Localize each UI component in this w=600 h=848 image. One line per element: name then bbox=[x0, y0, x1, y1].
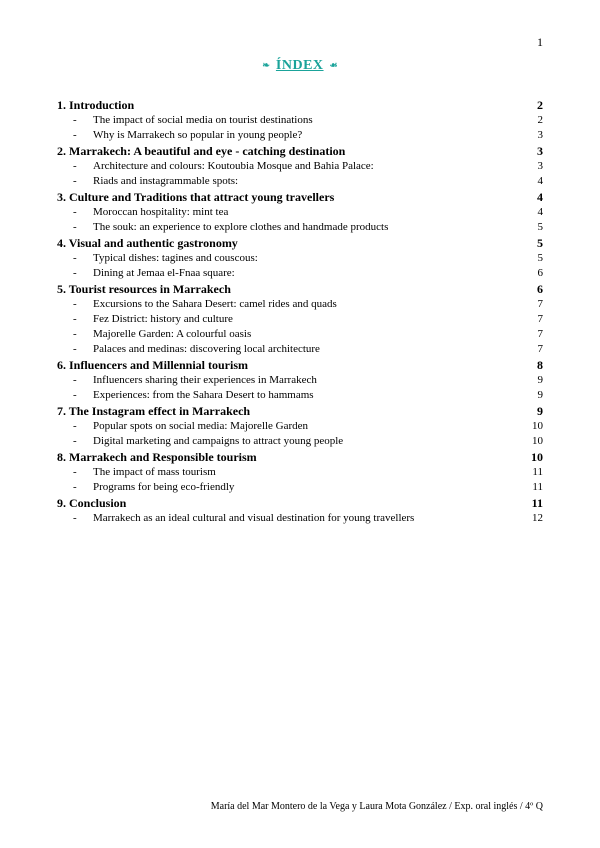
toc-item[interactable] bbox=[57, 266, 543, 281]
dash-bullet: - bbox=[73, 129, 77, 141]
toc-item-label: Programs for being eco-friendly bbox=[93, 481, 235, 493]
toc-item-label: Marrakech as an ideal cultural and visual destination for young travellers bbox=[93, 512, 415, 524]
dash-bullet: - bbox=[73, 252, 77, 264]
toc-section-label: 2. Marrakech: A beautiful and eye - catching destination bbox=[57, 144, 346, 158]
toc-item[interactable] bbox=[57, 113, 543, 128]
toc-section[interactable] bbox=[57, 449, 543, 465]
dash-bullet: - bbox=[73, 313, 77, 325]
dash-bullet: - bbox=[73, 512, 77, 524]
toc-item-label: Influencers sharing their experiences in Marrakech bbox=[93, 374, 317, 386]
toc-item-label: Why is Marrakech so popular in young people? bbox=[93, 129, 303, 141]
toc-item-page: 9 bbox=[537, 374, 543, 386]
index-heading bbox=[0, 58, 600, 74]
toc-item[interactable] bbox=[57, 251, 543, 266]
toc-item[interactable] bbox=[57, 220, 543, 235]
toc-section-label: 1. Introduction bbox=[57, 98, 135, 112]
toc-item-page: 10 bbox=[532, 420, 543, 432]
toc-item-page: 6 bbox=[537, 267, 543, 279]
toc-item-label: Architecture and colours: Koutoubia Mosque and Bahia Palace: bbox=[93, 160, 374, 172]
ornament-left-icon: ❧ bbox=[262, 60, 270, 71]
toc-section-page: 9 bbox=[537, 404, 543, 418]
toc-section-page: 8 bbox=[537, 358, 543, 372]
dash-bullet: - bbox=[73, 221, 77, 233]
toc-item-page: 7 bbox=[537, 343, 543, 355]
dash-bullet: - bbox=[73, 466, 77, 478]
toc-item-page: 11 bbox=[532, 466, 543, 478]
dash-bullet: - bbox=[73, 298, 77, 310]
toc-item[interactable] bbox=[57, 297, 543, 312]
toc-item-page: 4 bbox=[537, 175, 543, 187]
toc-section-page: 3 bbox=[537, 144, 543, 158]
toc-section[interactable] bbox=[57, 357, 543, 373]
toc-item[interactable] bbox=[57, 511, 543, 526]
dash-bullet: - bbox=[73, 481, 77, 493]
toc-section[interactable] bbox=[57, 235, 543, 251]
toc-item[interactable] bbox=[57, 159, 543, 174]
footer-credits: María del Mar Montero de la Vega y Laura Mota González / Exp. oral inglés / 4º Q bbox=[210, 801, 543, 812]
toc-item-page: 11 bbox=[532, 481, 543, 493]
dash-bullet: - bbox=[73, 420, 77, 432]
toc-item[interactable] bbox=[57, 174, 543, 189]
toc-section-label: 5. Tourist resources in Marrakech bbox=[57, 282, 231, 296]
dash-bullet: - bbox=[73, 374, 77, 386]
toc-section[interactable] bbox=[57, 97, 543, 113]
toc-section[interactable] bbox=[57, 189, 543, 205]
toc-item-page: 3 bbox=[537, 129, 543, 141]
toc-section-label: 4. Visual and authentic gastronomy bbox=[57, 236, 238, 250]
dash-bullet: - bbox=[73, 206, 77, 218]
toc-item-label: Palaces and medinas: discovering local architecture bbox=[93, 343, 320, 355]
toc-section-page: 11 bbox=[531, 496, 543, 510]
toc-section[interactable] bbox=[57, 281, 543, 297]
toc-item-page: 5 bbox=[537, 221, 543, 233]
table-of-contents bbox=[57, 97, 543, 526]
dash-bullet: - bbox=[73, 389, 77, 401]
toc-item-label: Dining at Jemaa el-Fnaa square: bbox=[93, 267, 235, 279]
toc-item-label: Moroccan hospitality: mint tea bbox=[93, 206, 229, 218]
dash-bullet: - bbox=[73, 160, 77, 172]
toc-section-label: 3. Culture and Traditions that attract young travellers bbox=[57, 190, 335, 204]
toc-item-label: The souk: an experience to explore clothes and handmade products bbox=[93, 221, 389, 233]
toc-section[interactable] bbox=[57, 403, 543, 419]
toc-item[interactable] bbox=[57, 128, 543, 143]
dash-bullet: - bbox=[73, 175, 77, 187]
toc-item-label: Majorelle Garden: A colourful oasis bbox=[93, 328, 252, 340]
toc-item-page: 7 bbox=[537, 328, 543, 340]
toc-item[interactable] bbox=[57, 327, 543, 342]
toc-section[interactable] bbox=[57, 143, 543, 159]
toc-item[interactable] bbox=[57, 465, 543, 480]
toc-item-label: Typical dishes: tagines and couscous: bbox=[93, 252, 258, 264]
toc-item-label: Riads and instagrammable spots: bbox=[93, 175, 239, 187]
toc-section-page: 5 bbox=[537, 236, 543, 250]
toc-section-page: 2 bbox=[537, 98, 543, 112]
toc-item[interactable] bbox=[57, 342, 543, 357]
toc-item-page: 5 bbox=[537, 252, 543, 264]
toc-item-label: The impact of social media on tourist destinations bbox=[93, 114, 313, 126]
toc-item-label: Fez District: history and culture bbox=[93, 313, 233, 325]
dash-bullet: - bbox=[73, 343, 77, 355]
toc-item[interactable] bbox=[57, 434, 543, 449]
toc-item[interactable] bbox=[57, 480, 543, 495]
toc-item[interactable] bbox=[57, 373, 543, 388]
dash-bullet: - bbox=[73, 267, 77, 279]
ornament-right-icon: ☙ bbox=[329, 60, 338, 71]
toc-item-page: 12 bbox=[532, 512, 543, 524]
toc-section-label: 6. Influencers and Millennial tourism bbox=[57, 358, 249, 372]
toc-item-page: 7 bbox=[537, 298, 543, 310]
dash-bullet: - bbox=[73, 114, 77, 126]
toc-item-page: 9 bbox=[537, 389, 543, 401]
toc-item-label: Excursions to the Sahara Desert: camel rides and quads bbox=[93, 298, 337, 310]
dash-bullet: - bbox=[73, 435, 77, 447]
toc-item-page: 7 bbox=[537, 313, 543, 325]
toc-item[interactable] bbox=[57, 312, 543, 327]
dash-bullet: - bbox=[73, 328, 77, 340]
toc-item-page: 3 bbox=[537, 160, 543, 172]
toc-item-label: Digital marketing and campaigns to attract young people bbox=[93, 435, 344, 447]
page-number: 1 bbox=[537, 35, 543, 49]
toc-item-page: 10 bbox=[532, 435, 543, 447]
toc-item-label: Popular spots on social media: Majorelle Garden bbox=[93, 420, 309, 432]
toc-section-page: 10 bbox=[531, 450, 543, 464]
toc-section-label: 9. Conclusion bbox=[57, 496, 127, 510]
toc-item-label: Experiences: from the Sahara Desert to hammams bbox=[93, 389, 314, 401]
toc-section-label: 8. Marrakech and Responsible tourism bbox=[57, 450, 257, 464]
toc-item-label: The impact of mass tourism bbox=[93, 466, 216, 478]
toc-item[interactable] bbox=[57, 419, 543, 434]
toc-item-page: 2 bbox=[537, 114, 543, 126]
toc-section-label: 7. The Instagram effect in Marrakech bbox=[57, 404, 251, 418]
toc-section-page: 6 bbox=[537, 282, 543, 296]
toc-item[interactable] bbox=[57, 388, 543, 403]
toc-item[interactable] bbox=[57, 205, 543, 220]
toc-section[interactable] bbox=[57, 495, 543, 511]
toc-section-page: 4 bbox=[537, 190, 543, 204]
page-title: ÍNDEX bbox=[275, 58, 324, 73]
toc-item-page: 4 bbox=[537, 206, 543, 218]
